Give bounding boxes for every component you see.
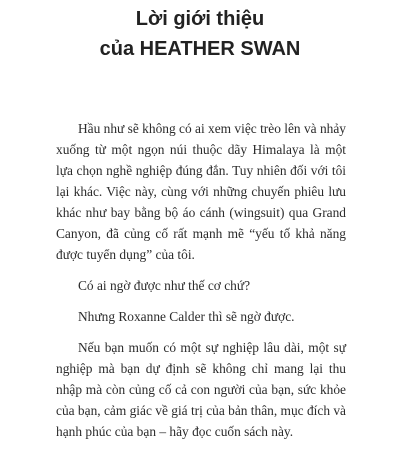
paragraph-1: Hầu như sẽ không có ai xem việc trèo lên và nhảy xuống từ một ngọn núi thuộc dãy Himalaya là một lựa chọn nghề nghiệp đúng đắn. Tuy nhiên đối với tôi lại khác. Việc này, cùng với những chuyến phiêu lưu khác như bay bằng bộ áo cánh (wingsuit) qua Grand Canyon, đã củng cố rất mạnh mẽ “yếu tố khả năng được tuyển dụng” của tôi. — [56, 121, 346, 262]
chapter-title-line-2: của HEATHER SWAN — [99, 38, 301, 60]
chapter-title — [0, 4, 400, 64]
paragraph-4: Nếu bạn muốn có một sự nghiệp lâu dài, một sự nghiệp mà bạn dự định sẽ không chỉ mang lại thu nhập mà còn củng cố cả con người của bạn, sức khỏe của bạn, cảm giác về giá trị của bản thân, mục đích và hạnh phúc của bạn – hãy đọc cuốn sách này. — [56, 340, 347, 439]
chapter-title-line-1: Lời giới thiệu — [135, 8, 265, 30]
paragraph-2: Có ai ngờ được như thế cơ chứ? — [78, 278, 251, 293]
body-text — [56, 118, 346, 452]
paragraph-3: Nhưng Roxanne Calder thì sẽ ngờ được. — [78, 309, 295, 324]
